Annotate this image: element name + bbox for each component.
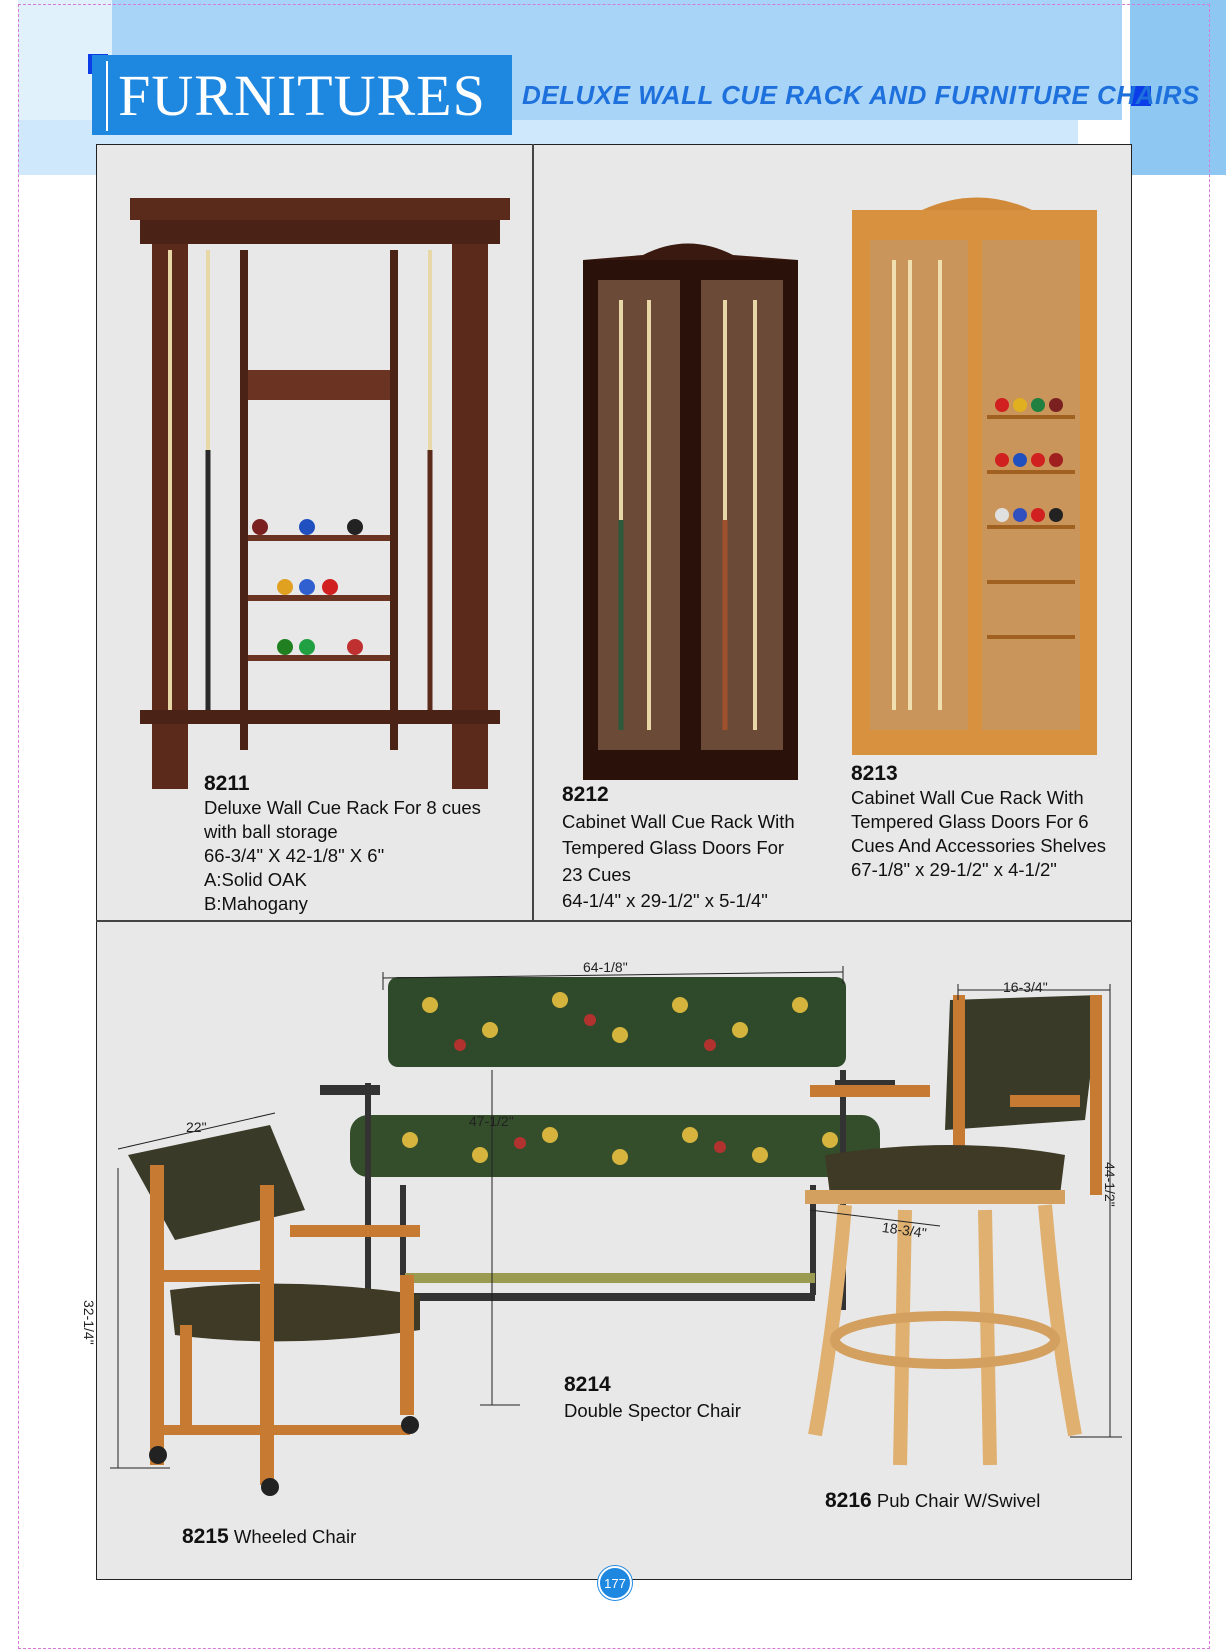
- dimension-label: 64-1/8": [583, 959, 628, 975]
- product-code: 8212: [562, 783, 609, 806]
- product-line: with ball storage: [204, 821, 338, 842]
- product-code: 8214: [564, 1373, 611, 1396]
- dimension-label: 18-3/4": [881, 1218, 928, 1242]
- product-line: 64-1/4" x 29-1/2" x 5-1/4": [562, 890, 768, 911]
- section-subtitle: DELUXE WALL CUE RACK AND FURNITURE CHAIRS: [522, 80, 1200, 110]
- product-line: 23 Cues: [562, 863, 631, 885]
- product-line: B:Mahogany: [204, 893, 308, 914]
- product-code: 8211: [204, 772, 250, 795]
- product-8216-caption: [825, 1489, 1040, 1513]
- product-line: Cabinet Wall Cue Rack With: [851, 787, 1084, 808]
- product-line: Tempered Glass Doors For 6: [851, 811, 1089, 832]
- product-code: 8215: [182, 1525, 229, 1548]
- product-line: 66-3/4" X 42-1/8" X 6": [204, 845, 385, 866]
- product-code: 8216: [825, 1489, 872, 1512]
- product-line: Tempered Glass Doors For: [562, 837, 785, 858]
- dimension-label: 16-3/4": [1003, 979, 1048, 995]
- dimension-label: 32-1/4": [81, 1300, 97, 1345]
- product-8214-caption: [564, 1372, 741, 1424]
- product-name: Pub Chair W/Swivel: [876, 1490, 1041, 1511]
- product-name: Wheeled Chair: [233, 1526, 357, 1547]
- product-8215-caption: [182, 1525, 356, 1549]
- dimension-label: 47-1/2": [469, 1113, 514, 1129]
- product-code: 8213: [851, 762, 898, 785]
- product-line: Cues And Accessories Shelves: [851, 835, 1107, 856]
- dimension-label: 44-1/2": [1102, 1162, 1118, 1207]
- page-number: 177: [598, 1566, 632, 1600]
- product-line: A:Solid OAK: [204, 869, 307, 890]
- product-line: Deluxe Wall Cue Rack For 8 cues: [204, 797, 481, 818]
- dimension-label: 22": [186, 1119, 207, 1135]
- product-line: 67-1/8" x 29-1/2" x 4-1/2": [851, 859, 1057, 880]
- section-title: FURNITURES: [118, 62, 486, 128]
- product-name: Double Spector Chair: [564, 1400, 741, 1421]
- product-line: Cabinet Wall Cue Rack With: [562, 810, 795, 832]
